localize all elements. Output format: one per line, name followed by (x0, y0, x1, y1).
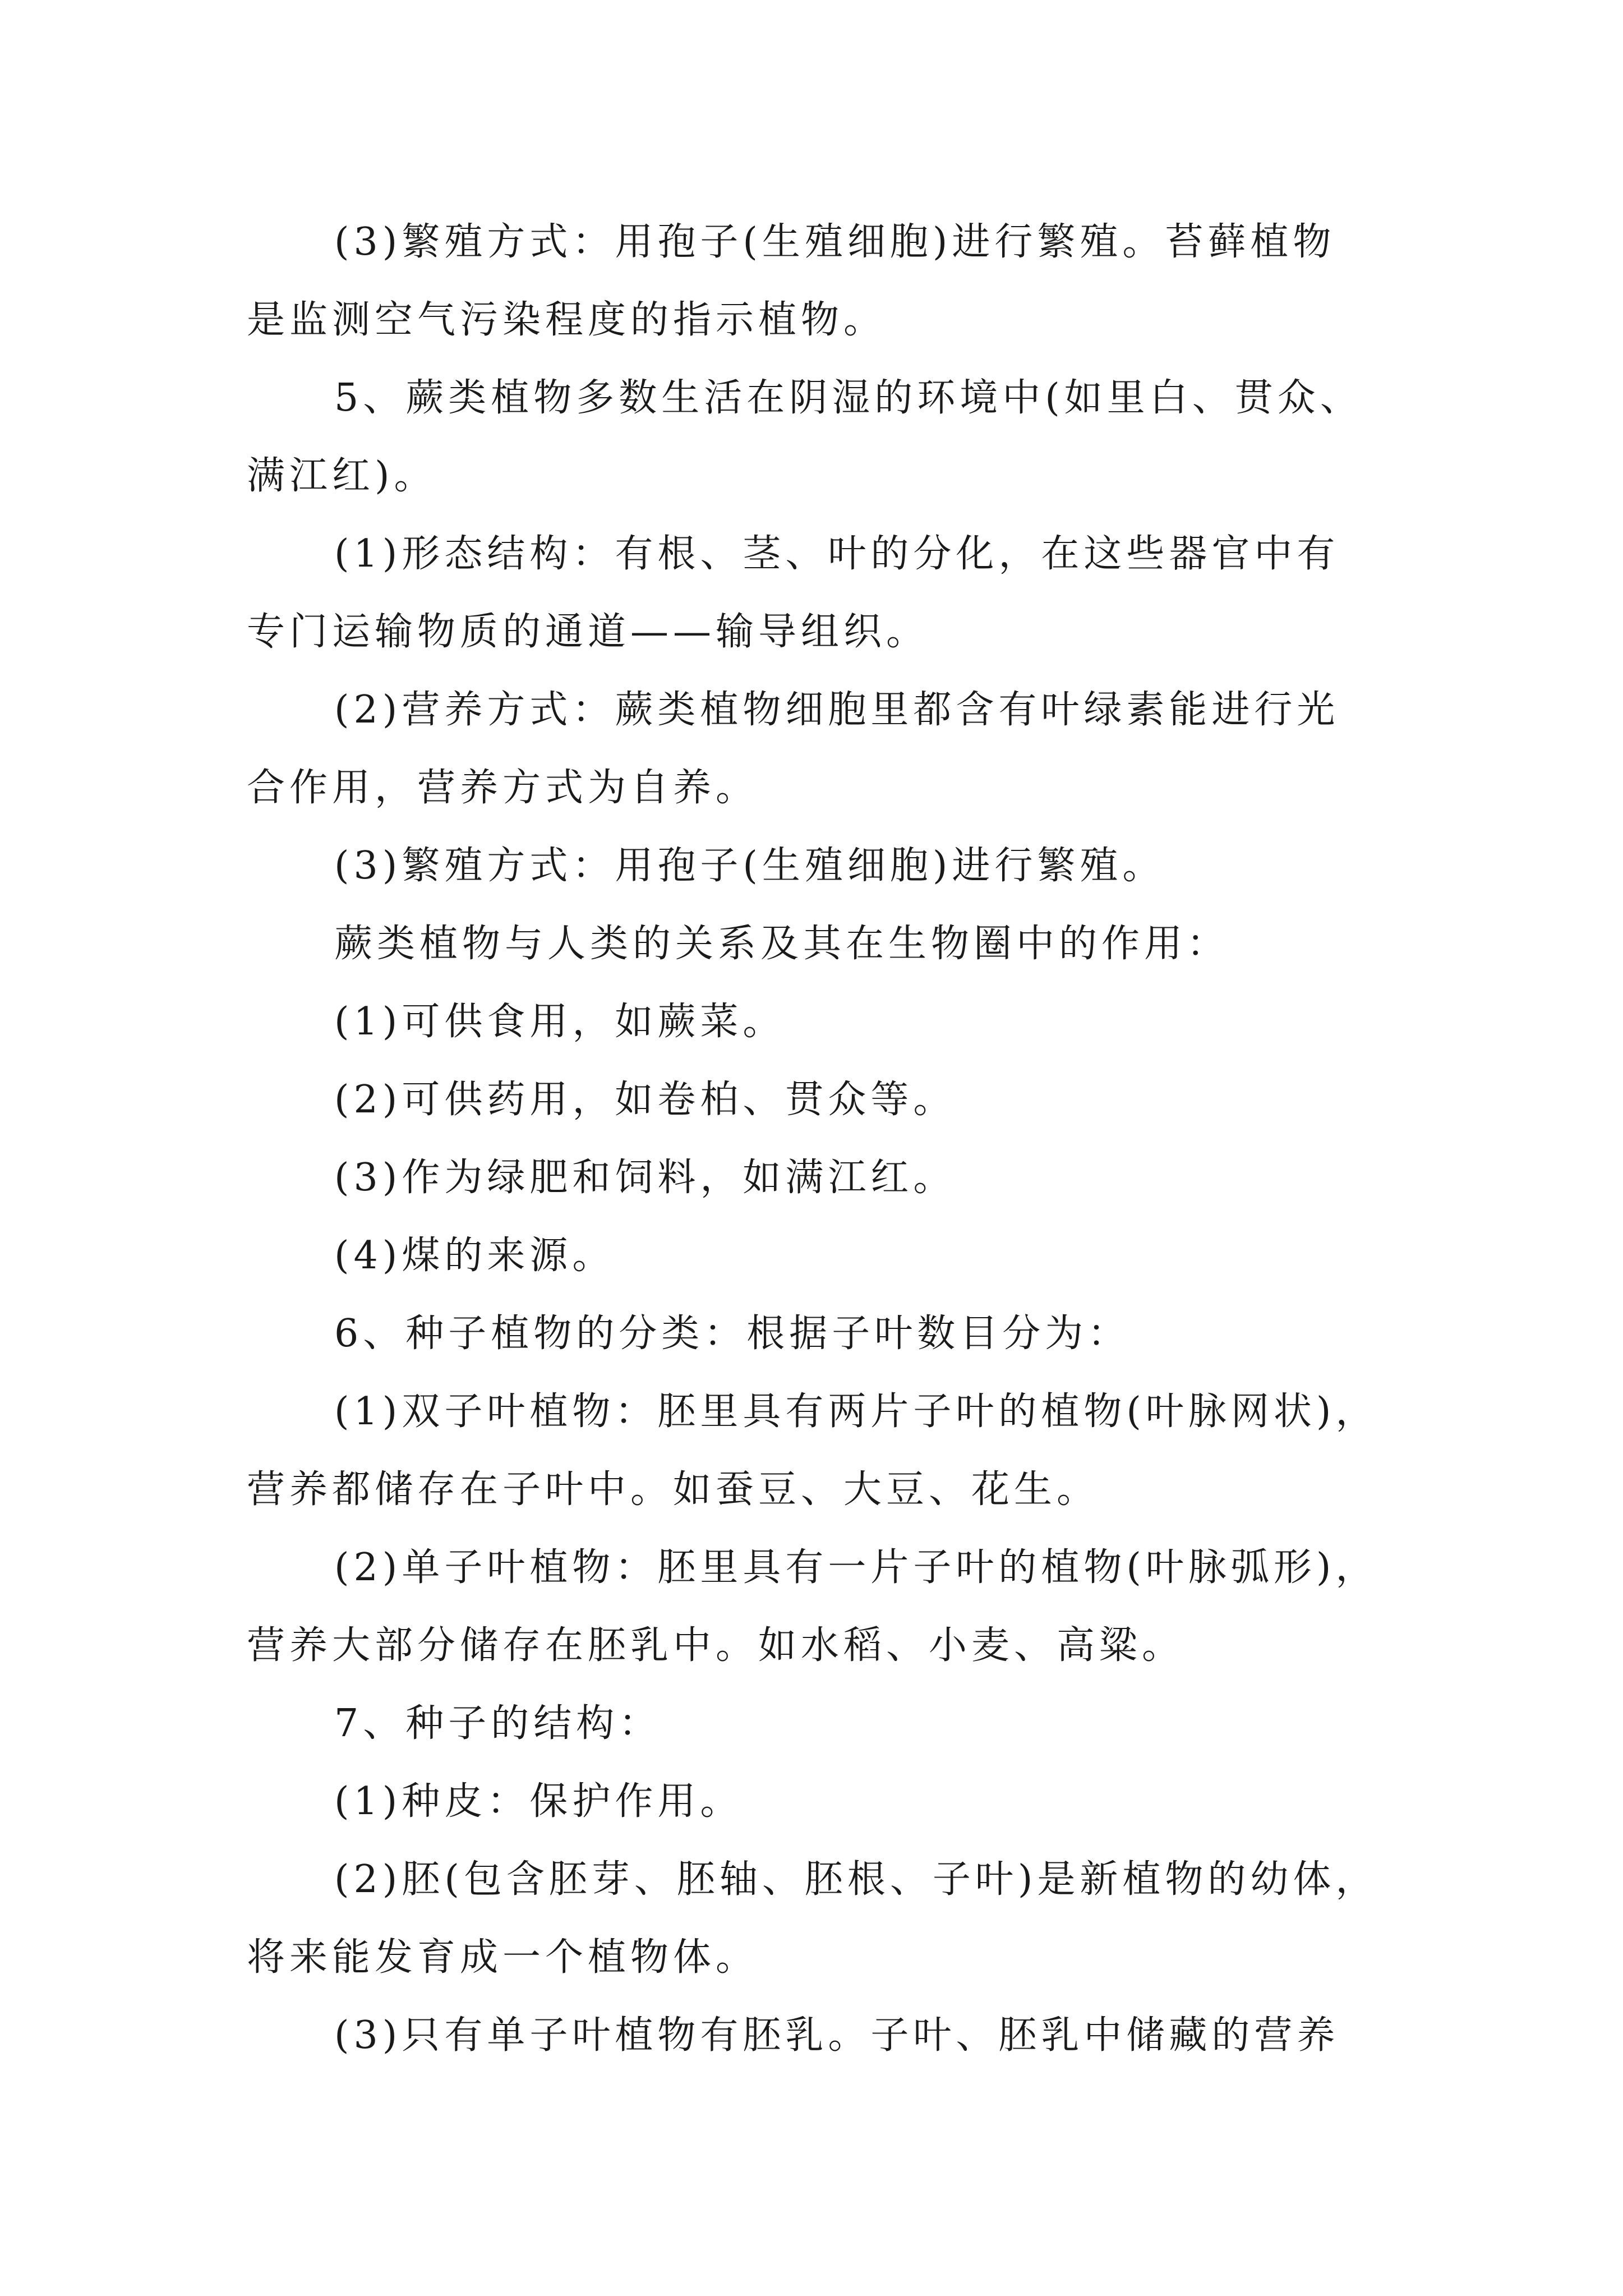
text-line: (1)双子叶植物：胚里具有两片子叶的植物(叶脉网状)， (334, 1389, 1378, 1434)
text-line: (2)可供药用，如卷柏、贯众等。 (334, 1078, 956, 1122)
text-line: 满江红)。 (247, 454, 437, 498)
text-line: (4)煤的来源。 (334, 1234, 615, 1278)
text-line: (3)只有单子叶植物有胚乳。子叶、胚乳中储藏的营养 (334, 2013, 1340, 2058)
text-line: (2)胚(包含胚芽、胚轴、胚根、子叶)是新植物的幼体， (334, 1857, 1378, 1902)
text-line: (1)可供食用，如蕨菜。 (334, 1000, 786, 1044)
text-line: 7、种子的结构： (334, 1701, 662, 1746)
text-line: (3)繁殖方式：用孢子(生殖细胞)进行繁殖。 (334, 844, 1165, 888)
text-line: 5、蕨类植物多数生活在阴湿的环境中(如里白、贯众、 (334, 376, 1363, 420)
text-line: 是监测空气污染程度的指示植物。 (247, 298, 887, 342)
text-line: (3)作为绿肥和饲料，如满江红。 (334, 1156, 956, 1200)
text-line: 营养都储存在子叶中。如蚕豆、大豆、花生。 (247, 1467, 1100, 1512)
text-line: 将来能发育成一个植物体。 (247, 1935, 759, 1980)
text-line: (3)繁殖方式：用孢子(生殖细胞)进行繁殖。苔藓植物 (334, 220, 1336, 264)
text-line: (1)种皮：保护作用。 (334, 1779, 743, 1824)
text-line: 合作用，营养方式为自养。 (247, 766, 759, 810)
text-line: 营养大部分储存在胚乳中。如水稻、小麦、高粱。 (247, 1623, 1185, 1668)
text-line: (2)营养方式：蕨类植物细胞里都含有叶绿素能进行光 (334, 688, 1340, 732)
text-line: 6、种子植物的分类：根据子叶数目分为： (334, 1312, 1131, 1356)
text-line: (2)单子叶植物：胚里具有一片子叶的植物(叶脉弧形)， (334, 1545, 1378, 1590)
text-line: 蕨类植物与人类的关系及其在生物圈中的作用： (334, 922, 1230, 966)
text-line: (1)形态结构：有根、茎、叶的分化，在这些器官中有 (334, 532, 1340, 576)
text-line: 专门运输物质的通道——输导组织。 (247, 610, 929, 654)
